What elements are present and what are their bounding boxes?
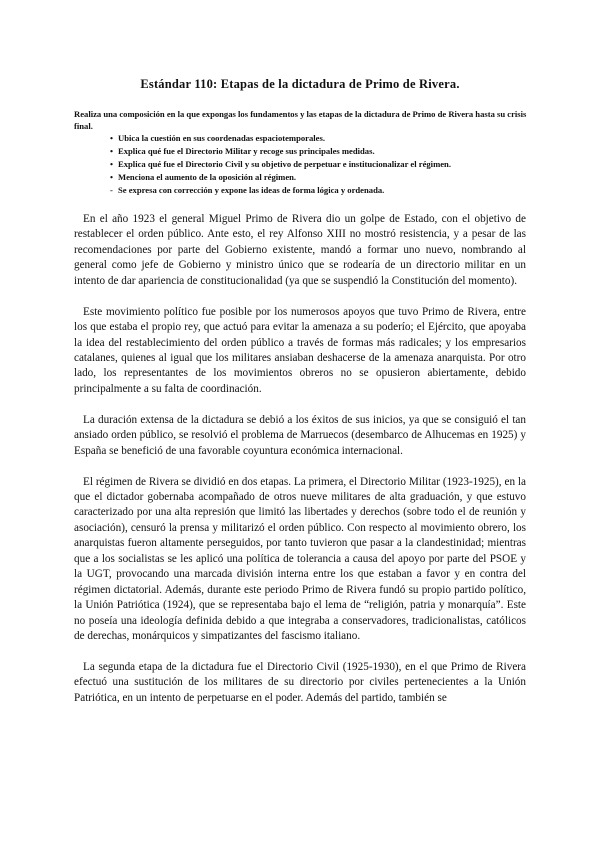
criteria-item bbox=[110, 158, 544, 171]
criteria-list bbox=[74, 132, 544, 197]
paragraph-civil-directory: La segunda etapa de la dictadura fue el Directorio Civil (1925-1930), en el que Primo de Rivera efectuó una sustitución de los militares de su directorio por civiles pertenecientes a la Unión Patriótica, en un intento de perpetuarse en el poder. Además del partido, también se bbox=[74, 660, 526, 704]
bullet-icon: • bbox=[110, 146, 114, 157]
bullet-icon: • bbox=[110, 159, 114, 170]
paragraph-intro: En el año 1923 el general Miguel Primo de Rivera dio un golpe de Estado, con el objetivo de restablecer el orden público. Ante esto, el rey Alfonso XIII no mostró resistencia, y a pesar de las recomendaciones por parte del Gobierno existente, mandó a formar uno nuevo, nombrando al general como jefe de Gobierno y ministro único que se rodearía de un directorio militar en un intento de dar apariencia de constitucionalidad (ya que se suspendió la Constitución del momento). bbox=[74, 213, 526, 287]
essay-body bbox=[74, 212, 526, 722]
paragraph-supports: Este movimiento político fue posible por los numerosos apoyos que tuvo Primo de Rivera, entre los que estaba el propio rey, que actuó para evitar la amenaza a su poderío; el Ejército, que apoyaba la idea del restablecimiento del orden público a través de formas más radicales; y los empresarios catalanes, quienes al igual que los militares ansiaban deshacerse de la amenaza anarquista. Por otro lado, los representantes de los movimientos obreros no se opusieron abiertamente, debido principalmente a su falta de coordinación. bbox=[74, 305, 526, 395]
paragraph-military-directory: El régimen de Rivera se dividió en dos etapas. La primera, el Directorio Militar (1923-1925), en la que el dictador gobernaba acompañado de otros nueve militares de alta graduación, y que estuvo caracterizado por una alta represión que limitó las libertades y derechos (sobre todo el de reunión y asociación), censuró la prensa y militarizó el orden público. Con respecto al movimiento obrero, los anarquistas fueron altamente perseguidos, por tanto tuvieron que pasar a la clandestinidad; mientras que a los socialistas se les aplicó una política de tolerancia a causa del apoyo por parte del PSOE y la UGT, provocando una marcada división interna entre los que estaban a favor y en contra del régimen dictatorial. Además, durante este periodo Primo de Rivera fundó su propio partido político, la Unión Patriótica (1924), que se representaba bajo el lema de “religión, patria y monarquía”. Este no poseía una ideología definida debido a que integraba a conservadores, tradicionalistas, católicos de derechas, monárquicos y simpatizantes del fascismo italiano. bbox=[74, 475, 526, 643]
dash-icon: - bbox=[110, 185, 113, 196]
criteria-item bbox=[110, 171, 544, 184]
bullet-icon: • bbox=[110, 133, 114, 144]
document-title: Estándar 110: Etapas de la dictadura de Primo de Rivera. bbox=[140, 77, 460, 91]
criteria-item bbox=[110, 132, 544, 145]
instructions-intro: Realiza una composición en la que expongas los fundamentos y las etapas de la dictadura de Primo de Rivera hasta su crisis final. bbox=[74, 109, 527, 132]
criteria-item bbox=[110, 145, 544, 158]
criteria-text: Explica qué fue el Directorio Civil y su objetivo de perpetuar e institucionalizar el régimen. bbox=[118, 159, 451, 170]
criteria-item bbox=[110, 184, 544, 197]
criteria-text: Se expresa con corrección y expone las ideas de forma lógica y ordenada. bbox=[118, 185, 385, 196]
criteria-text: Ubica la cuestión en sus coordenadas espaciotemporales. bbox=[118, 133, 325, 144]
assignment-instructions bbox=[74, 108, 544, 197]
paragraph-duration: La duración extensa de la dictadura se debió a los éxitos de sus inicios, ya que se consiguió el tan ansiado orden público, se resolvió el problema de Marruecos (desembarco de Alhucemas en 1925) y España se benefició de una favorable coyuntura económica internacional. bbox=[74, 413, 526, 457]
bullet-icon: • bbox=[110, 172, 114, 183]
criteria-text: Menciona el aumento de la oposición al régimen. bbox=[118, 172, 297, 183]
criteria-text: Explica qué fue el Directorio Militar y recoge sus principales medidas. bbox=[118, 146, 375, 157]
